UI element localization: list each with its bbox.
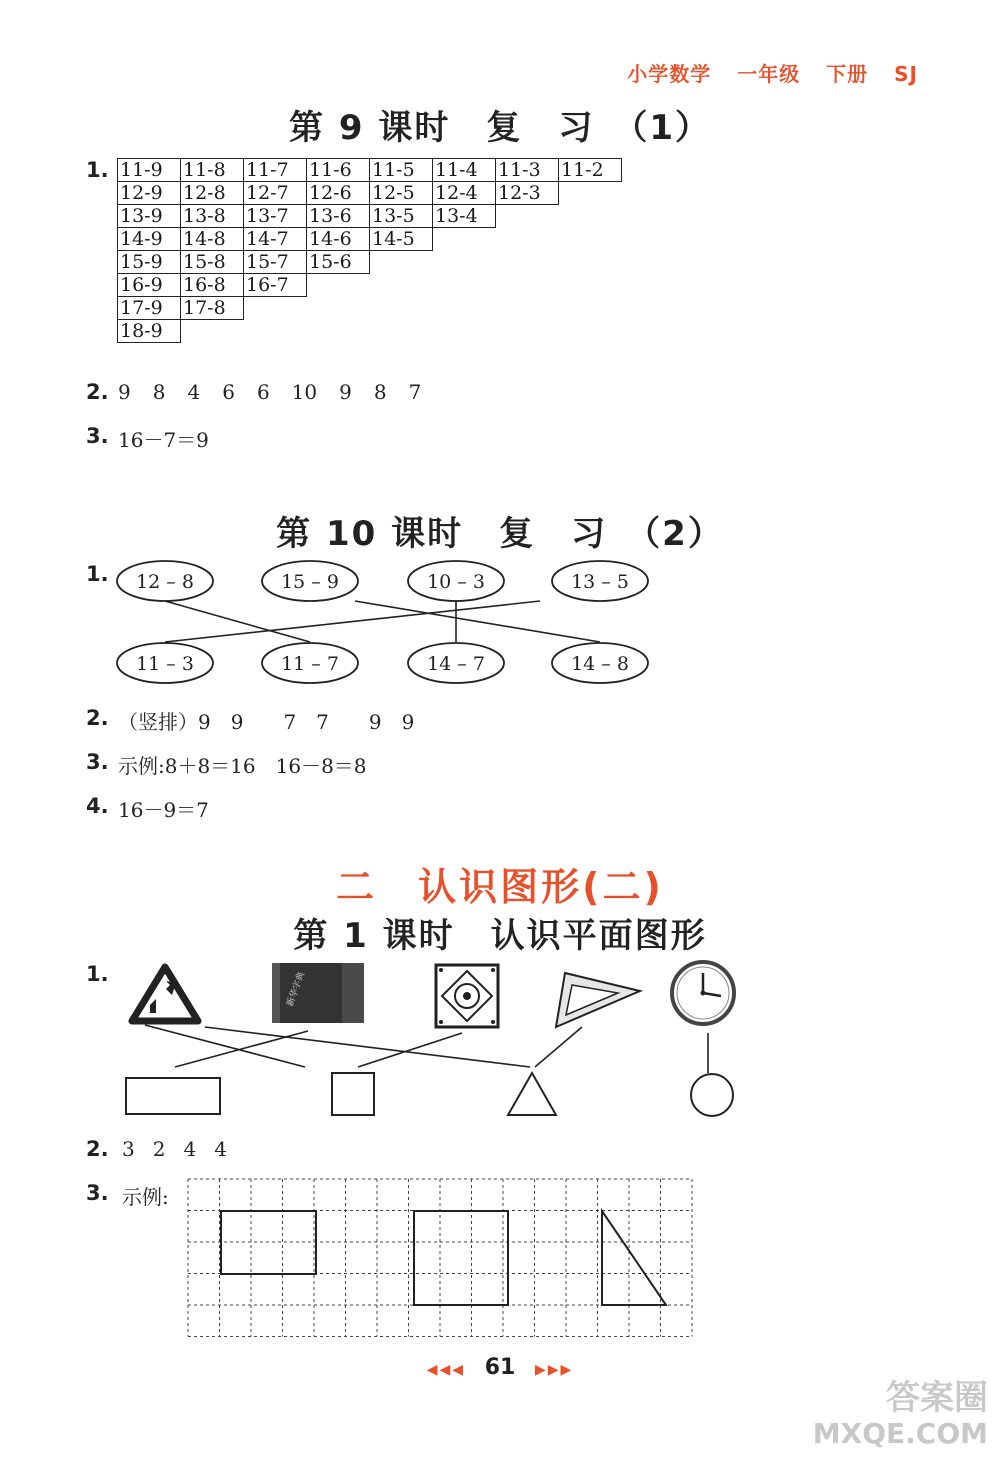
- answer-value: 4: [183, 1137, 197, 1161]
- table-cell: 11-9: [118, 159, 181, 182]
- table-cell: 12-6: [307, 182, 370, 205]
- book-header: [0, 58, 918, 87]
- lesson9-q3-number: 3.: [86, 424, 109, 448]
- table-cell: 16-7: [244, 274, 307, 297]
- table-cell: 11-6: [307, 159, 370, 182]
- lesson10-q3-number: 3.: [86, 750, 109, 774]
- answer-value: 4: [187, 380, 201, 404]
- next-arrows-icon: ▶▶▶: [534, 1362, 574, 1378]
- page-number: 61: [484, 1355, 516, 1380]
- answer-value: 8: [373, 380, 387, 404]
- lesson9-q1-number: 1.: [86, 158, 109, 182]
- lesson9-title: 第 9 课时 复 习 （1）: [289, 108, 711, 148]
- answer-value: 2: [152, 1137, 166, 1161]
- table-row: [118, 274, 622, 297]
- lesson9-q3-answer: 16－7＝9: [118, 428, 209, 452]
- page-footer: [0, 1355, 1000, 1380]
- unit2-q2-answers: [122, 1137, 245, 1161]
- table-cell: 13-6: [307, 205, 370, 228]
- answer-value: 6: [222, 380, 235, 404]
- unit2-title: 二 认识图形(二): [336, 865, 664, 909]
- table-cell: 13-4: [433, 205, 496, 228]
- table-cell: 11-7: [244, 159, 307, 182]
- prev-arrows-icon: ◀◀◀: [426, 1362, 466, 1378]
- set-square-icon: [556, 973, 640, 1027]
- table-cell: 15-8: [181, 251, 244, 274]
- lesson9-q1-table-wrap: [117, 158, 622, 343]
- rectangle-shape: [126, 1078, 220, 1114]
- lesson10-q1-number: 1.: [86, 562, 109, 586]
- table-cell: 16-8: [181, 274, 244, 297]
- lesson9-q2-answers: [118, 380, 443, 404]
- table-cell: 15-9: [118, 251, 181, 274]
- dictionary-book-icon: [272, 963, 364, 1023]
- table-cell: 16-9: [118, 274, 181, 297]
- header-edition: SJ: [894, 62, 918, 86]
- table-cell: 14-8: [181, 228, 244, 251]
- expression-label: 10 – 3: [427, 571, 485, 593]
- table-cell: 17-9: [118, 297, 181, 320]
- triangle-shape: [508, 1073, 556, 1115]
- book-cover-text: 新华字典: [285, 970, 308, 1009]
- lesson10-q2-answer: （竖排）9 9 7 7 9 9: [118, 710, 415, 734]
- table-row: [118, 320, 622, 343]
- shape-matching-diagram: [110, 955, 760, 1125]
- square-shape: [332, 1073, 374, 1115]
- table-cell: 13-7: [244, 205, 307, 228]
- table-cell: 13-9: [118, 205, 181, 228]
- table-cell: 15-6: [307, 251, 370, 274]
- table-cell: 12-5: [370, 182, 433, 205]
- dotted-grid: [186, 1177, 700, 1341]
- expression-label: 11 – 3: [136, 653, 194, 675]
- answer-value: 9: [339, 380, 352, 404]
- table-row: [118, 228, 622, 251]
- table-cell: 13-8: [181, 205, 244, 228]
- answer-value: 6: [256, 380, 270, 404]
- expression-label: 12 – 8: [136, 571, 194, 593]
- watermark-line1: 答案圈: [886, 1378, 988, 1418]
- table-cell: 11-3: [496, 159, 559, 182]
- table-cell: 17-8: [181, 297, 244, 320]
- watermark: [813, 1380, 988, 1452]
- expression-label: 15 – 9: [281, 571, 339, 593]
- table-cell: 12-9: [118, 182, 181, 205]
- circle-shape: [691, 1074, 733, 1116]
- header-subject: 小学数学: [627, 62, 712, 86]
- table-cell: 14-7: [244, 228, 307, 251]
- table-row: [118, 251, 622, 274]
- unit2-q2-number: 2.: [86, 1137, 109, 1161]
- table-cell: 13-5: [370, 205, 433, 228]
- answer-value: 10: [291, 380, 318, 404]
- answer-value: 8: [152, 380, 166, 404]
- table-cell: 14-5: [370, 228, 433, 251]
- lesson10-q4-number: 4.: [86, 794, 109, 818]
- header-volume: 下册: [826, 62, 869, 86]
- answer-value: 7: [408, 380, 422, 404]
- grid-square: [414, 1211, 508, 1305]
- expression-label: 13 – 5: [571, 571, 629, 593]
- table-cell: 12-3: [496, 182, 559, 205]
- unit2-q3-label: 示例:: [122, 1185, 169, 1209]
- table-cell: 14-9: [118, 228, 181, 251]
- table-cell: 18-9: [118, 320, 181, 343]
- watermark-line2: MXQE.COM: [812, 1417, 988, 1450]
- table-row: [118, 205, 622, 228]
- lesson10-title: 第 10 课时 复 习 （2）: [276, 514, 724, 554]
- table-cell: 12-7: [244, 182, 307, 205]
- table-cell: 12-8: [181, 182, 244, 205]
- table-cell: 11-2: [559, 159, 622, 182]
- subtraction-table: [117, 158, 622, 343]
- header-grade: 一年级: [737, 62, 801, 86]
- lesson10-q3-answer: 示例:8＋8＝16 16－8＝8: [118, 754, 367, 778]
- table-cell: 12-4: [433, 182, 496, 205]
- table-row: [118, 182, 622, 205]
- lesson10-q4-answer: 16－9＝7: [118, 798, 209, 822]
- expression-label: 14 – 7: [427, 653, 485, 675]
- expression-label: 11 – 7: [281, 653, 339, 675]
- expression-label: 14 – 8: [571, 653, 629, 675]
- square-tile-icon: [436, 965, 498, 1027]
- lesson10-q2-number: 2.: [86, 706, 109, 730]
- answer-value: 9: [118, 380, 131, 404]
- answer-value: 3: [122, 1137, 135, 1161]
- unit2-q3-number: 3.: [86, 1181, 109, 1205]
- table-cell: 11-8: [181, 159, 244, 182]
- table-cell: 14-6: [307, 228, 370, 251]
- lesson9-q2-number: 2.: [86, 380, 109, 404]
- clock-icon: [672, 962, 734, 1024]
- table-cell: 11-5: [370, 159, 433, 182]
- matching-diagram: [100, 555, 680, 695]
- table-cell: 11-4: [433, 159, 496, 182]
- answer-value: 4: [214, 1137, 227, 1161]
- table-row: [118, 297, 622, 320]
- unit2-lesson1-title: 第 1 课时 认识平面图形: [293, 916, 707, 956]
- unit2-q1-number: 1.: [86, 962, 109, 986]
- road-sign-icon: [132, 967, 198, 1021]
- table-row: [118, 159, 622, 182]
- grid-right-triangle: [602, 1211, 666, 1305]
- table-cell: 15-7: [244, 251, 307, 274]
